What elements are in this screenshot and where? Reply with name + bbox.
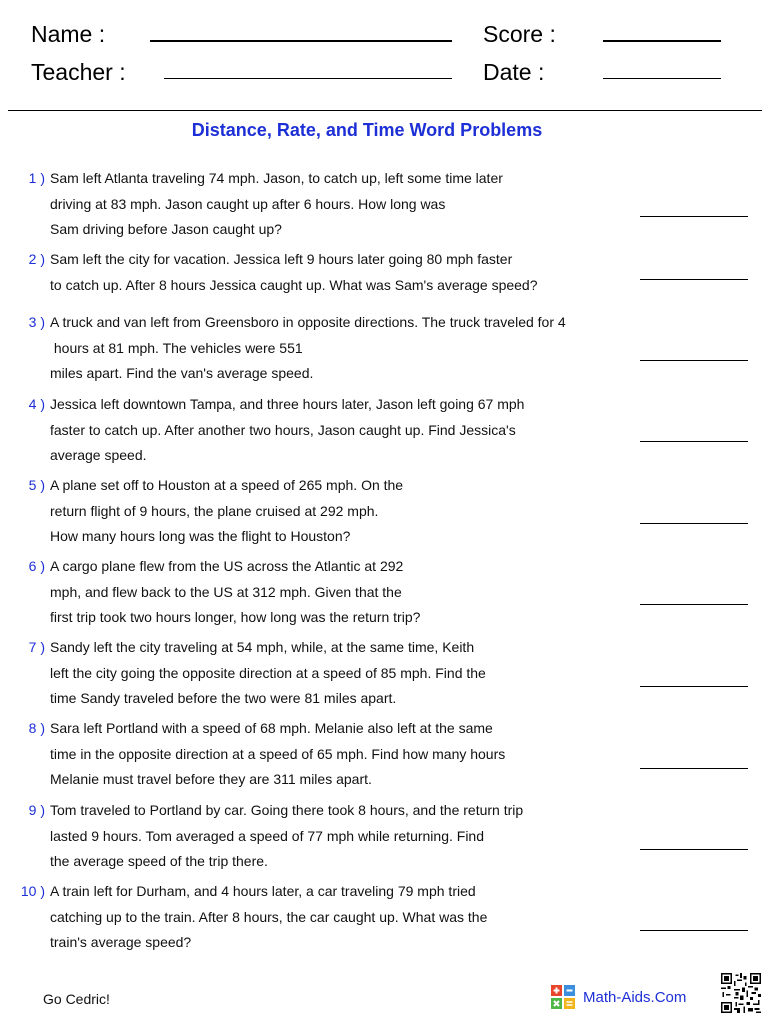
problem-text-line: A train left for Durham, and 4 hours later, a car traveling 79 mph tried bbox=[50, 883, 476, 899]
date-field-line[interactable] bbox=[603, 78, 721, 79]
problem-text bbox=[50, 798, 620, 875]
answer-blank[interactable] bbox=[640, 930, 748, 931]
problem-number: 5 ) bbox=[28, 477, 45, 493]
problem-text bbox=[50, 879, 620, 956]
problem-text-line: Sam driving before Jason caught up? bbox=[50, 221, 282, 237]
brand-logo[interactable] bbox=[551, 985, 686, 1009]
answer-blank[interactable] bbox=[640, 441, 748, 442]
problem-text-line: Sam left Atlanta traveling 74 mph. Jason, to catch up, left some time later bbox=[50, 170, 503, 186]
problem-text bbox=[50, 310, 620, 387]
problem-text-line: mph, and flew back to the US at 312 mph. Given that the bbox=[50, 583, 402, 600]
problem-text-line: Tom traveled to Portland by car. Going there took 8 hours, and the return trip bbox=[50, 802, 524, 818]
answer-blank[interactable] bbox=[640, 768, 748, 769]
problem-number: 2 ) bbox=[28, 251, 45, 267]
problem-text-line: Melanie must travel before they are 311 miles apart. bbox=[50, 771, 372, 787]
score-label: Score : bbox=[483, 21, 556, 47]
problem-text-line: time in the opposite direction at a speed of 65 mph. Find how many hours bbox=[50, 745, 506, 762]
problem-number: 6 ) bbox=[28, 558, 45, 574]
problem-text-line: faster to catch up. After another two hours, Jason caught up. Find Jessica's bbox=[50, 421, 516, 438]
problem-number: 10 ) bbox=[20, 883, 45, 899]
answer-blank[interactable] bbox=[640, 604, 748, 605]
teacher-field-line[interactable] bbox=[164, 78, 452, 79]
problem-text-line: left the city going the opposite direction at a speed of 85 mph. Find the bbox=[50, 664, 486, 681]
problem-text-line: catching up to the train. After 8 hours, the car caught up. What was the bbox=[50, 908, 488, 925]
score-field-line[interactable] bbox=[603, 40, 721, 42]
problem-number: 9 ) bbox=[28, 802, 45, 818]
brand-link[interactable]: Math-Aids.Com bbox=[583, 988, 687, 1006]
problem-text bbox=[50, 392, 620, 469]
problem-number: 8 ) bbox=[28, 720, 45, 736]
problem-text-line: train's average speed? bbox=[50, 934, 192, 950]
answer-blank[interactable] bbox=[640, 523, 748, 524]
problem-text bbox=[50, 635, 620, 712]
teacher-label: Teacher : bbox=[31, 59, 126, 85]
answer-blank[interactable] bbox=[640, 279, 748, 280]
problem-text-line: A plane set off to Houston at a speed of 265 mph. On the bbox=[50, 477, 404, 493]
problem-number: 7 ) bbox=[28, 639, 45, 655]
answer-blank[interactable] bbox=[640, 216, 748, 217]
problem-text bbox=[50, 247, 620, 298]
problem-text-line: Jessica left downtown Tampa, and three hours later, Jason left going 67 mph bbox=[50, 396, 525, 412]
worksheet-title: Distance, Rate, and Time Word Problems bbox=[191, 120, 543, 140]
date-label: Date : bbox=[483, 59, 545, 85]
answer-blank[interactable] bbox=[640, 849, 748, 850]
problem-text-line: Sara left Portland with a speed of 68 mph. Melanie also left at the same bbox=[50, 720, 493, 736]
problem-text-line: time Sandy traveled before the two were 81 miles apart. bbox=[50, 690, 397, 706]
problem-text-line: miles apart. Find the van's average speed. bbox=[50, 365, 314, 381]
name-label: Name : bbox=[31, 21, 106, 47]
calculator-icon bbox=[551, 985, 575, 1009]
header-divider bbox=[8, 110, 762, 111]
problem-text-line: lasted 9 hours. Tom averaged a speed of 77 mph while returning. Find bbox=[50, 827, 484, 844]
problem-text-line: first trip took two hours longer, how long was the return trip? bbox=[50, 609, 421, 625]
problem-text-line: to catch up. After 8 hours Jessica caught up. What was Sam's average speed? bbox=[50, 276, 538, 293]
answer-blank[interactable] bbox=[640, 686, 748, 687]
problem-text bbox=[50, 166, 620, 243]
problem-text-line: hours at 81 mph. The vehicles were 551 bbox=[50, 339, 303, 356]
problem-text-line: average speed. bbox=[50, 447, 147, 463]
problem-number: 1 ) bbox=[28, 170, 45, 186]
answer-blank[interactable] bbox=[640, 360, 748, 361]
problem-text-line: Sam left the city for vacation. Jessica left 9 hours later going 80 mph faster bbox=[50, 251, 513, 267]
problem-text bbox=[50, 473, 620, 550]
problem-text-line: A cargo plane flew from the US across the Atlantic at 292 bbox=[50, 558, 404, 574]
problem-text-line: return flight of 9 hours, the plane cruised at 292 mph. bbox=[50, 502, 379, 519]
problem-text-line: A truck and van left from Greensboro in opposite directions. The truck traveled for 4 bbox=[50, 314, 566, 330]
footer-note: Go Cedric! bbox=[43, 991, 110, 1007]
problem-text-line: the average speed of the trip there. bbox=[50, 853, 268, 869]
problem-number: 3 ) bbox=[28, 314, 45, 330]
problem-text-line: driving at 83 mph. Jason caught up after 6 hours. How long was bbox=[50, 195, 446, 212]
qr-code-icon bbox=[721, 973, 761, 1013]
problem-text bbox=[50, 716, 620, 793]
problem-text bbox=[50, 554, 620, 631]
problem-text-line: How many hours long was the flight to Houston? bbox=[50, 528, 351, 544]
problem-text-line: Sandy left the city traveling at 54 mph, while, at the same time, Keith bbox=[50, 639, 475, 655]
problem-number: 4 ) bbox=[28, 396, 45, 412]
name-field-line[interactable] bbox=[150, 40, 452, 42]
